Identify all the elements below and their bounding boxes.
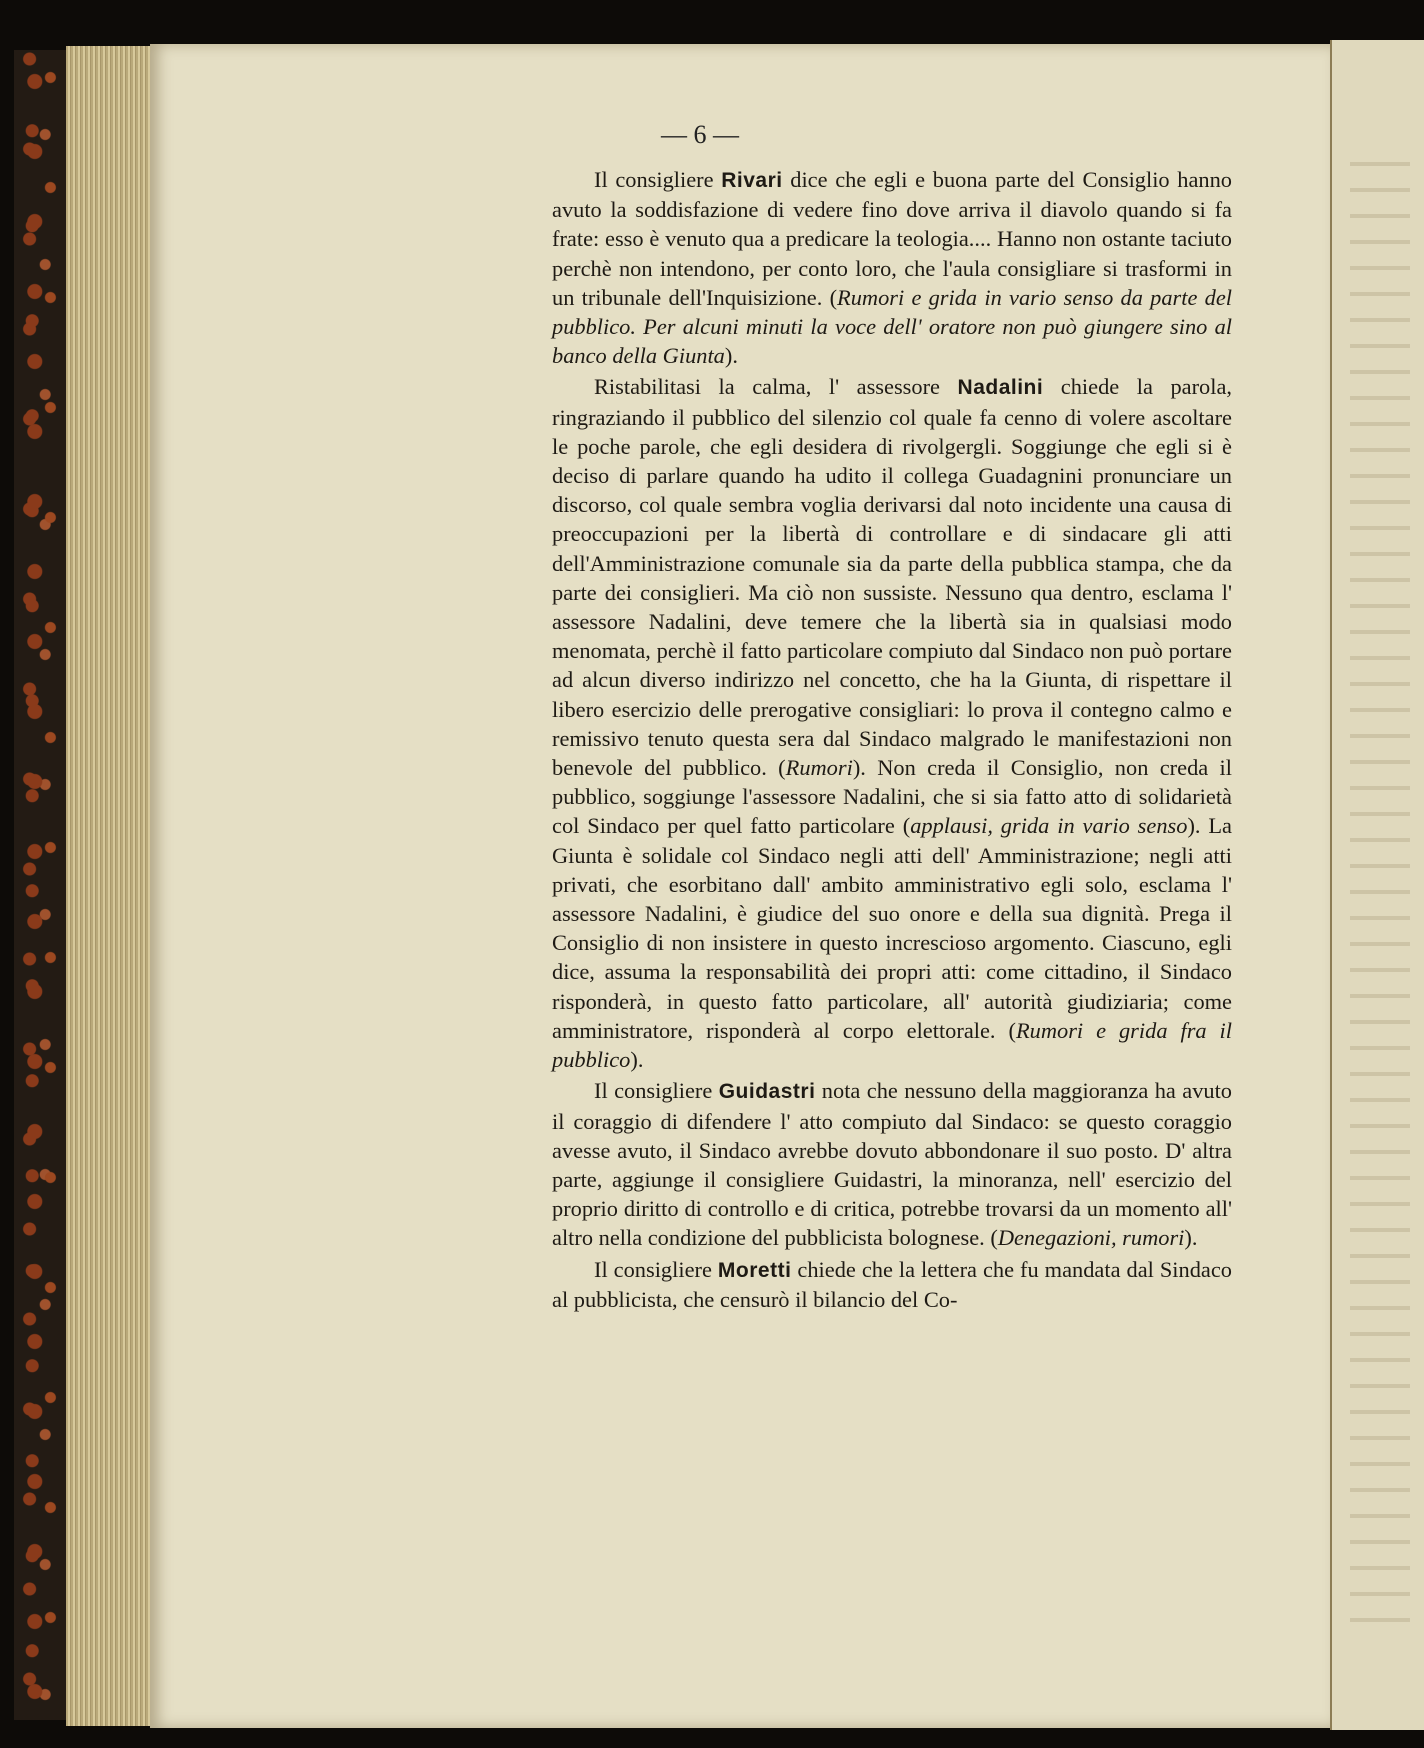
paragraph-text: Il consigliere — [594, 1256, 718, 1282]
paragraph — [552, 1076, 1232, 1252]
body-text — [552, 165, 1232, 1316]
paragraph — [552, 372, 1232, 1074]
paragraph-text: ). — [630, 1047, 644, 1073]
paragraph-text: chiede la parola, ringraziando il pubblico del silenzio col quale fa cenno di volere ascoltare le poche parole, che egli desidera di rivolgergli. Soggiunge che egli si è deciso di parlare quando ha udito il collega Guadagnini pronunciare un discorso, col quale sembra voglia derivarsi dal noto incidente una causa di preoccupazioni per la libertà di controllare e di sindacare gli atti dell'Amministrazione comunale sia da parte della pubblica stampa, che da parte dei consiglieri. Ma ciò non sussiste. Nessuno qua dentro, esclama l' assessore Nadalini, deve temere che la libertà sia in qualsiasi modo menomata, perchè il fatto particolare compiuto dal Sindaco non può portare ad alcun diverso indirizzo nel concetto, che ha la Giunta, di rispettare il libero esercizio delle prerogative consigliari: lo prova il contegno calmo e remissivo tenuto questa sera dal Sindaco malgrado le manifestazioni non benevole del pubblico. ( — [552, 374, 1233, 781]
paragraph-text: Ristabilitasi la calma, l' assessore — [594, 374, 958, 400]
stage-direction: applausi, grida in vario senso — [910, 813, 1188, 839]
paragraph-text: Il consigliere — [594, 1078, 719, 1104]
page-number-header: — 6 — — [661, 120, 739, 149]
speaker-name: Moretti — [717, 1258, 792, 1282]
stage-direction: Rumori e grida in vario senso da parte del pubblico. Per alcuni minuti la voce dell' oratore non può giungere sino al banco della Giunta — [552, 284, 1232, 369]
paragraph-text: nota che nessuno della maggioranza ha avuto il coraggio di difendere l' atto compiuto dal Sindaco: se questo coraggio avesse avuto, il Sindaco avrebbe dovuto abbondonare il suo posto. D' altra parte, aggiunge il consigliere Guidastri, la minoranza, nell' esercizio del proprio diritto di controllo e di critica, potrebbe trovarsi da un momento all' altro nella condizione del pubblicista bolognese. ( — [552, 1078, 1233, 1251]
book-binding — [14, 50, 66, 1720]
paragraph-text: chiede che la lettera che fu mandata dal Sindaco al pubblicista, che censurò il bilancio del Co- — [552, 1256, 1232, 1312]
paragraph — [552, 1255, 1232, 1314]
stage-direction: Denegazioni, rumori — [997, 1225, 1185, 1251]
paragraph-text: Il consigliere — [594, 167, 722, 192]
stage-direction: Rumori e grida fra il pubblico — [552, 1017, 1233, 1073]
paragraph — [552, 165, 1232, 370]
speaker-name: Rivari — [721, 169, 783, 192]
paragraph-text: dice che egli e buona parte del Consiglio hanno avuto la soddisfazione di vedere fino dove arriva il diavolo quando si fa frate: esso è venuto qua a predicare la teologia.... Hanno non ostante taciuto perchè non intendono, per conto loro, che l'aula consigliare si trasformi in un tribunale dell'Inquisizione. ( — [552, 167, 1232, 310]
paragraph-text: ). Non creda il Consiglio, non creda il pubblico, soggiunge l'assessore Nadalini, che si sia fatto atto di solidarietà col Sindaco per quel fatto particolare ( — [552, 755, 1232, 839]
stage-direction: Rumori — [785, 755, 853, 781]
paragraph-text: ). La Giunta è solidale col Sindaco negli atti dell' Amministrazione; negli atti privati, che esorbitano dall' ambito amministrativo egli solo, esclama l' assessore Nadalini, è giudice del suo onore e della sua dignità. Prega il Consiglio di non insistere in questo increscioso argomento. Ciascuno, egli dice, assuma la responsabilità dei propri atti: come cittadino, il Sindaco risponderà, in questo fatto particolare, all' autorità giudiziaria; come amministratore, risponderà al corpo elettorale. ( — [552, 813, 1232, 1043]
paragraph-text: ). — [1184, 1225, 1198, 1251]
speaker-name: Nadalini — [957, 376, 1044, 400]
paragraph-text: ). — [724, 343, 738, 369]
next-page-bleed — [1350, 140, 1410, 1640]
speaker-name: Guidastri — [718, 1080, 816, 1104]
page-edges — [66, 46, 152, 1726]
